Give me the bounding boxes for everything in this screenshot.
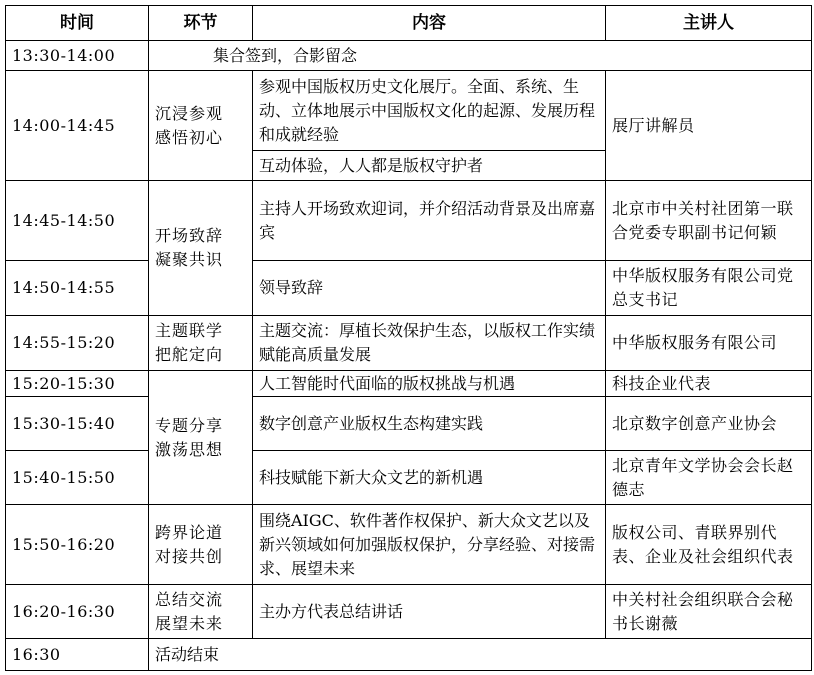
speaker-cell: 展厅讲解员 bbox=[606, 71, 812, 181]
speaker-cell: 北京青年文学协会会长赵德志 bbox=[606, 451, 812, 505]
content-cell: 领导致辞 bbox=[253, 261, 606, 316]
content-cell: 互动体验，人人都是版权守护者 bbox=[253, 151, 606, 181]
speaker-cell: 中华版权服务有限公司党总支书记 bbox=[606, 261, 812, 316]
content-cell: 主办方代表总结讲话 bbox=[253, 585, 606, 639]
speaker-cell: 科技企业代表 bbox=[606, 371, 812, 397]
header-time: 时间 bbox=[6, 6, 149, 41]
speaker-cell: 中关村社会组织联合会秘书长谢薇 bbox=[606, 585, 812, 639]
table-row bbox=[6, 639, 812, 671]
time-cell: 14:45-14:50 bbox=[6, 181, 149, 261]
schedule-table bbox=[5, 5, 812, 671]
content-cell: 活动结束 bbox=[149, 639, 812, 671]
content-cell: 科技赋能下新大众文艺的新机遇 bbox=[253, 451, 606, 505]
stage-cell: 沉浸参观 感悟初心 bbox=[149, 71, 253, 181]
time-cell: 14:55-15:20 bbox=[6, 316, 149, 371]
stage-cell: 开场致辞 凝聚共识 bbox=[149, 181, 253, 316]
header-row bbox=[6, 6, 812, 41]
content-cell: 数字创意产业版权生态构建实践 bbox=[253, 397, 606, 451]
time-cell: 16:30 bbox=[6, 639, 149, 671]
table-row bbox=[6, 181, 812, 261]
time-cell: 13:30-14:00 bbox=[6, 41, 149, 71]
header-stage: 环节 bbox=[149, 6, 253, 41]
stage-cell: 跨界论道 对接共创 bbox=[149, 505, 253, 585]
time-cell: 14:00-14:45 bbox=[6, 71, 149, 181]
time-cell: 16:20-16:30 bbox=[6, 585, 149, 639]
content-cell: 主题交流：厚植长效保护生态，以版权工作实绩赋能高质量发展 bbox=[253, 316, 606, 371]
content-cell: 参观中国版权历史文化展厅。全面、系统、生动、立体地展示中国版权文化的起源、发展历程和成就经验 bbox=[253, 71, 606, 151]
stage-cell: 总结交流 展望未来 bbox=[149, 585, 253, 639]
speaker-cell: 版权公司、青联界别代表、企业及社会组织代表 bbox=[606, 505, 812, 585]
table-row bbox=[6, 261, 812, 316]
speaker-cell: 北京数字创意产业协会 bbox=[606, 397, 812, 451]
time-cell: 14:50-14:55 bbox=[6, 261, 149, 316]
time-cell: 15:50-16:20 bbox=[6, 505, 149, 585]
table-row bbox=[6, 585, 812, 639]
table-row bbox=[6, 41, 812, 71]
content-cell: 集合签到，合影留念 bbox=[149, 41, 812, 71]
time-cell: 15:20-15:30 bbox=[6, 371, 149, 397]
table-row bbox=[6, 451, 812, 505]
speaker-cell: 北京市中关村社团第一联合党委专职副书记何颖 bbox=[606, 181, 812, 261]
time-cell: 15:40-15:50 bbox=[6, 451, 149, 505]
table-row bbox=[6, 505, 812, 585]
content-cell: 主持人开场致欢迎词，并介绍活动背景及出席嘉宾 bbox=[253, 181, 606, 261]
table-row bbox=[6, 71, 812, 151]
content-cell: 人工智能时代面临的版权挑战与机遇 bbox=[253, 371, 606, 397]
speaker-cell: 中华版权服务有限公司 bbox=[606, 316, 812, 371]
table-row bbox=[6, 397, 812, 451]
header-speaker: 主讲人 bbox=[606, 6, 812, 41]
table-row bbox=[6, 316, 812, 371]
header-content: 内容 bbox=[253, 6, 606, 41]
content-cell: 围绕AIGC、软件著作权保护、新大众文艺以及新兴领域如何加强版权保护，分享经验、对接需求、展望未来 bbox=[253, 505, 606, 585]
table-row bbox=[6, 371, 812, 397]
time-cell: 15:30-15:40 bbox=[6, 397, 149, 451]
stage-cell: 主题联学 把舵定向 bbox=[149, 316, 253, 371]
stage-cell: 专题分享 激荡思想 bbox=[149, 371, 253, 505]
